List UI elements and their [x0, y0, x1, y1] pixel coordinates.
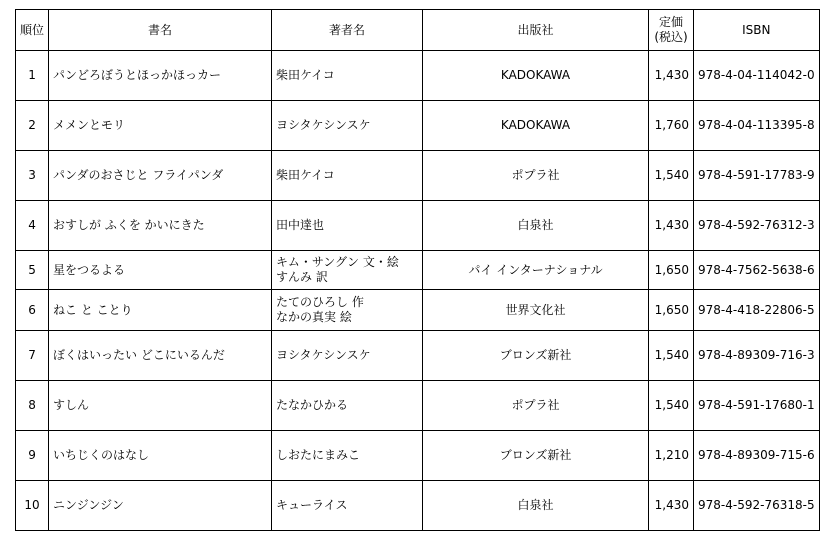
author-line-1: 柴田ケイコ [276, 68, 335, 82]
title-cell: 星をつるよる [49, 251, 272, 290]
publisher-cell: 世界文化社 [423, 290, 649, 331]
publisher-cell: 白泉社 [423, 201, 649, 251]
price-cell: 1,430 [649, 481, 694, 531]
table-row [16, 290, 820, 331]
isbn-cell: 978-4-592-76318-5 [694, 481, 820, 531]
rank-cell: 3 [16, 151, 49, 201]
author-cell [272, 331, 423, 381]
header-publisher: 出版社 [423, 10, 649, 51]
isbn-cell: 978-4-04-113395-8 [694, 101, 820, 151]
isbn-cell: 978-4-7562-5638-6 [694, 251, 820, 290]
author-line-2: すんみ 訳 [276, 270, 328, 284]
title-cell: ニンジンジン [49, 481, 272, 531]
isbn-cell: 978-4-89309-716-3 [694, 331, 820, 381]
publisher-cell: ポプラ社 [423, 151, 649, 201]
price-cell: 1,540 [649, 381, 694, 431]
header-author: 著者名 [272, 10, 423, 51]
author-cell [272, 201, 423, 251]
author-line-1: 田中達也 [276, 218, 325, 232]
header-title: 書名 [49, 10, 272, 51]
title-cell: ぼくはいったい どこにいるんだ [49, 331, 272, 381]
isbn-cell: 978-4-591-17783-9 [694, 151, 820, 201]
price-cell: 1,210 [649, 431, 694, 481]
title-cell: ねこ と ことり [49, 290, 272, 331]
rank-cell: 7 [16, 331, 49, 381]
table-body [16, 51, 820, 531]
author-cell [272, 290, 423, 331]
rank-cell: 1 [16, 51, 49, 101]
table-row [16, 51, 820, 101]
author-cell [272, 51, 423, 101]
publisher-cell: ポプラ社 [423, 381, 649, 431]
table-row [16, 331, 820, 381]
author-cell [272, 481, 423, 531]
isbn-cell: 978-4-591-17680-1 [694, 381, 820, 431]
table-row [16, 481, 820, 531]
title-cell: すしん [49, 381, 272, 431]
header-rank: 順位 [16, 10, 49, 51]
publisher-cell: KADOKAWA [423, 101, 649, 151]
header-price [649, 10, 694, 51]
price-cell: 1,540 [649, 151, 694, 201]
price-cell: 1,760 [649, 101, 694, 151]
rank-cell: 5 [16, 251, 49, 290]
rank-cell: 10 [16, 481, 49, 531]
table-row [16, 251, 820, 290]
isbn-cell: 978-4-89309-715-6 [694, 431, 820, 481]
table-row [16, 201, 820, 251]
author-line-1: たてのひろし 作 [276, 295, 364, 309]
header-isbn: ISBN [694, 10, 820, 51]
rank-cell: 2 [16, 101, 49, 151]
rank-cell: 8 [16, 381, 49, 431]
author-cell [272, 101, 423, 151]
author-line-1: しおたにまみこ [276, 448, 361, 462]
title-cell: いちじくのはなし [49, 431, 272, 481]
price-cell: 1,540 [649, 331, 694, 381]
price-cell: 1,650 [649, 290, 694, 331]
rank-cell: 4 [16, 201, 49, 251]
author-line-2: なかの真実 絵 [276, 310, 352, 324]
author-line-1: 柴田ケイコ [276, 168, 335, 182]
title-cell: メメンとモリ [49, 101, 272, 151]
title-cell: おすしが ふくを かいにきた [49, 201, 272, 251]
isbn-cell: 978-4-592-76312-3 [694, 201, 820, 251]
isbn-cell: 978-4-418-22806-5 [694, 290, 820, 331]
author-line-1: たなかひかる [276, 398, 349, 412]
table-row [16, 431, 820, 481]
publisher-cell: ブロンズ新社 [423, 431, 649, 481]
author-cell [272, 251, 423, 290]
author-line-1: ヨシタケシンスケ [276, 118, 371, 132]
price-cell: 1,650 [649, 251, 694, 290]
author-line-1: ヨシタケシンスケ [276, 348, 371, 362]
table-row [16, 101, 820, 151]
title-cell: パンダのおさじと フライパンダ [49, 151, 272, 201]
publisher-cell: ブロンズ新社 [423, 331, 649, 381]
publisher-cell: 白泉社 [423, 481, 649, 531]
price-cell: 1,430 [649, 201, 694, 251]
rank-cell: 6 [16, 290, 49, 331]
table-row [16, 151, 820, 201]
author-cell [272, 381, 423, 431]
publisher-cell: パイ インターナショナル [423, 251, 649, 290]
isbn-cell: 978-4-04-114042-0 [694, 51, 820, 101]
ranking-table-wrapper [15, 9, 820, 531]
author-cell [272, 431, 423, 481]
book-ranking-table [15, 9, 820, 531]
header-row [16, 10, 820, 51]
title-cell: パンどろぼうとほっかほっカー [49, 51, 272, 101]
header-price-line2: (税込) [654, 30, 688, 44]
author-line-1: キューライス [276, 498, 348, 512]
author-cell [272, 151, 423, 201]
rank-cell: 9 [16, 431, 49, 481]
price-cell: 1,430 [649, 51, 694, 101]
header-price-line1: 定価 [659, 15, 684, 29]
table-row [16, 381, 820, 431]
publisher-cell: KADOKAWA [423, 51, 649, 101]
author-line-1: キム・サングン 文・絵 [276, 255, 399, 269]
